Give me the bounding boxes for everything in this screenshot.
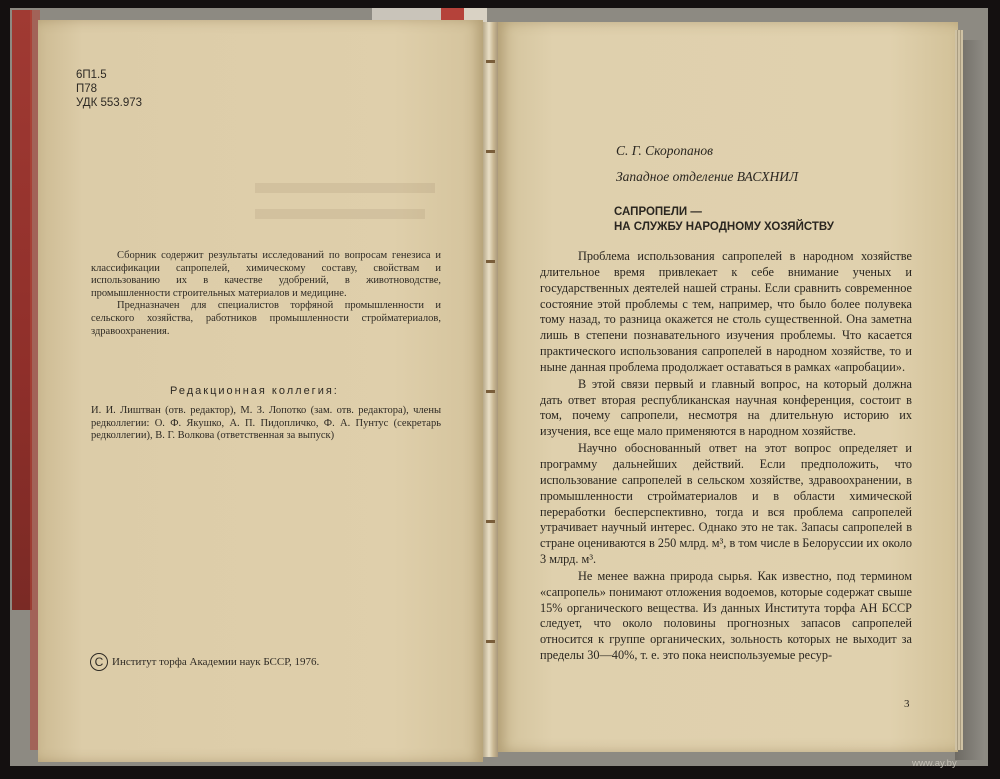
body-paragraph: В этой связи первый и главный вопрос, на который должна дать ответ вторая республиканская научная конференция, состоит в том, почему сапропели, несмотря на длительную историю их изучения, все еще мало применяются в народном хозяйстве.	[540, 376, 912, 439]
copyright-text: Институт торфа Академии наук БССР, 1976.	[112, 656, 320, 668]
annotation	[91, 250, 441, 338]
article-title-line: НА СЛУЖБУ НАРОДНОМУ ХОЗЯЙСТВУ	[614, 221, 834, 233]
udk-code: УДК 553.973	[76, 97, 143, 109]
cover-spine-red	[12, 10, 32, 610]
article-body	[540, 249, 912, 664]
article-author: С. Г. Скоропанов	[616, 143, 714, 158]
article-title	[614, 205, 834, 235]
binding-stitch	[486, 390, 495, 393]
body-paragraph: Научно обоснованный ответ на этот вопрос определяет и программу дальнейших действий. Если предположить, что использование сапропелей в сельском хозяйстве, здравоохранении, в промышленности стройматериалов и в области химической переработки бесперспективно, тогда и вся проблема сапропелей утрачивает научный интерес. Однако это не так. Запасы сапропелей в стране оцениваются в 250 млрд. м³, в том числе в Белоруссии их около 3 млрд. м³.	[540, 441, 912, 567]
annotation-paragraph: Предназначен для специалистов торфяной промышленности и сельского хозяйства, работников промышленности стройматериалов, здравоохранения.	[91, 300, 441, 337]
body-paragraph: Не менее важна природа сырья. Как известно, под термином «сапропель» понимают отложения водоемов, которые содержат свыше 15% органического вещества. Из данных Института торфа АН БССР следует, что около половины прогнозных запасов сапропелей относится к группе органических, зольность которых не выходит за пределы 30—40%, т. е. это пока неиспользуемые ресур-	[540, 568, 912, 663]
binding-stitch	[486, 150, 495, 153]
annotation-paragraph: Сборник содержит результаты исследований по вопросам генезиса и классификации сапропелей, химическому составу, свойствам и использованию их в качестве удобрений, в животноводстве, промышленности строительных материалов и медицине.	[91, 250, 441, 299]
copyright-icon: C	[90, 653, 108, 671]
classification-codes	[76, 68, 142, 110]
binding-stitch	[486, 640, 495, 643]
editorial-board-heading: Редакционная коллегия:	[170, 385, 339, 397]
show-through-shadow	[255, 175, 445, 243]
page-number: 3	[904, 698, 910, 710]
binding-stitch	[486, 60, 495, 63]
article-title-line: САПРОПЕЛИ —	[614, 206, 702, 218]
copyright-line	[90, 653, 319, 671]
page-edges	[955, 30, 963, 750]
bbk-code: 6П1.5	[76, 69, 107, 81]
editorial-board-list: И. И. Лиштван (отв. редактор), М. З. Лопотко (зам. отв. редактора), члены редколлегии: О. Ф. Якушко, А. П. Пидопличко, Ф. А. Пунтус (секретарь редколлегии), В. Г. Волкова (ответственная за выпуск)	[91, 405, 441, 442]
binding-stitch	[486, 260, 495, 263]
author-mark: П78	[76, 83, 98, 95]
article-affiliation: Западное отделение ВАСХНИЛ	[616, 169, 799, 184]
site-watermark: www.ay.by	[912, 758, 957, 769]
binding-stitch	[486, 520, 495, 523]
body-paragraph: Проблема использования сапропелей в народном хозяйстве длительное время привлекает к себе внимание ученых и государственных деятелей нашей страны. Если сравнить современное состояние этой проблемы с тем, например, что было более полувека тому назад, то разница окажется не столь существенной. Она заметна лишь в степени познавательного изучения проблемы. Что касается практического использования сапропелей в народном хозяйстве, то и ныне данная проблема продолжает оставаться в рамках «апробации».	[540, 249, 912, 374]
